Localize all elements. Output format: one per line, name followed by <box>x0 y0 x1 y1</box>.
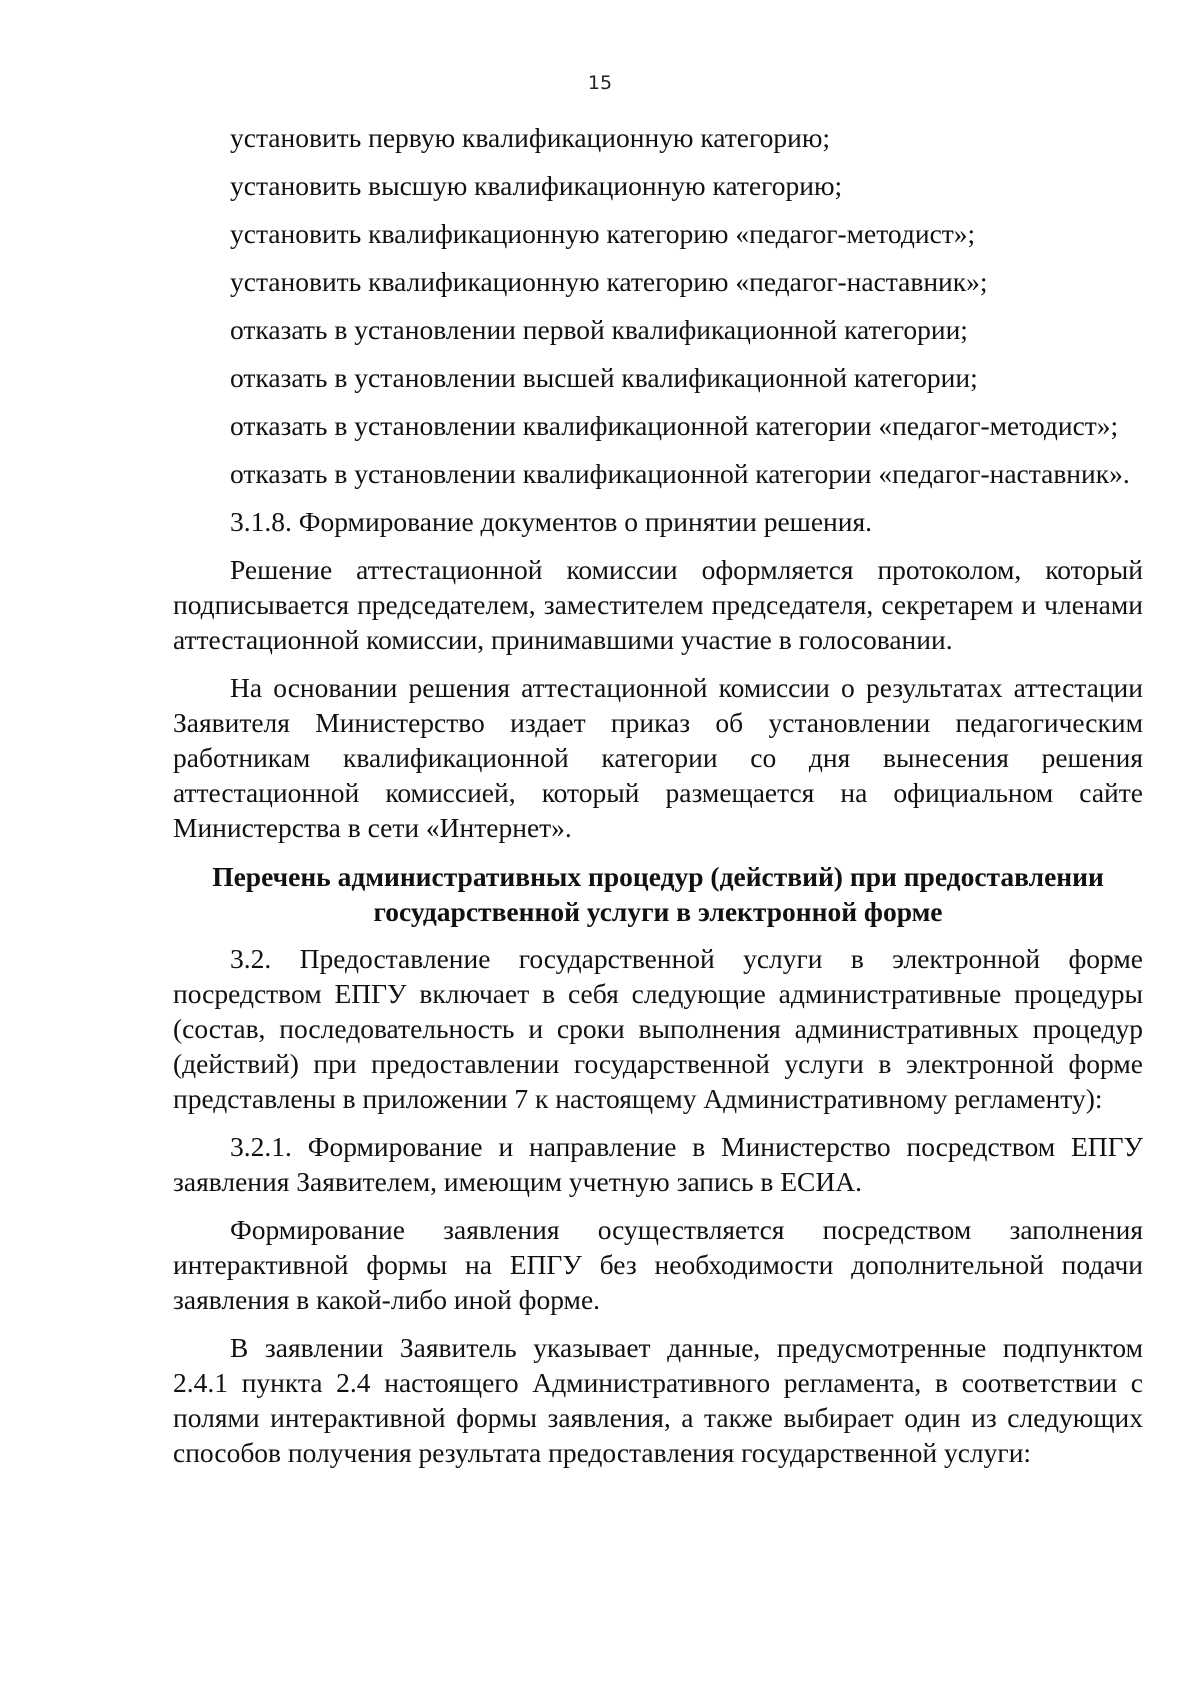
decision-option: отказать в установлении квалификационной категории «педагог-методист»; <box>230 410 1119 441</box>
paragraph-order: На основании решения аттестационной комиссии о результатах аттестации Заявителя Министерство издает приказ об установлении педагогическим работникам квалификационной категории со дня вынесения решения аттестационной комиссией, который размещается на официальном сайте Министерства в сети «Интернет». <box>173 672 1143 843</box>
paragraph-3-2-1: 3.2.1. Формирование и направление в Министерство посредством ЕПГУ заявления Заявителем, имеющим учетную запись в ЕСИА. <box>173 1131 1143 1197</box>
section-heading-line-1: Перечень административных процедур (действий) при предоставлении <box>212 861 1104 892</box>
decision-option-last: отказать в установлении квалификационной категории «педагог-наставник». <box>230 458 1130 489</box>
decision-option: установить первую квалификационную категорию; <box>230 122 831 153</box>
paragraph-form: Формирование заявления осуществляется посредством заполнения интерактивной формы на ЕПГУ без необходимости дополнительной подачи заявления в какой-либо иной форме. <box>173 1214 1143 1315</box>
decision-option: установить квалификационную категорию «педагог-наставник»; <box>230 266 988 297</box>
paragraph-3-2: 3.2. Предоставление государственной услуги в электронной форме посредством ЕПГУ включает в себя следующие административные процедуры (состав, последовательность и сроки выполнения административных процедур (действий) при предоставлении государственной услуги в электронной форме представлены в приложении 7 к настоящему Административному регламенту): <box>173 943 1143 1114</box>
document-body <box>173 120 1143 1483</box>
decision-option: установить высшую квалификационную категорию; <box>230 170 843 201</box>
section-heading-line-2: государственной услуги в электронной форме <box>373 896 943 927</box>
paragraph-3-1-8: 3.1.8. Формирование документов о принятии решения. <box>230 506 873 537</box>
section-heading <box>173 859 1143 929</box>
page-number: 15 <box>587 72 613 94</box>
decision-option: отказать в установлении первой квалификационной категории; <box>230 314 968 345</box>
paragraph-applicant: В заявлении Заявитель указывает данные, предусмотренные подпунктом 2.4.1 пункта 2.4 настоящего Административного регламента, в соответствии с полями интерактивной формы заявления, а также выбирает один из следующих способов получения результата предоставления государственной услуги: <box>173 1332 1143 1468</box>
decision-option: установить квалификационную категорию «педагог-методист»; <box>230 218 976 249</box>
decision-option: отказать в установлении высшей квалификационной категории; <box>230 362 978 393</box>
paragraph-protocol: Решение аттестационной комиссии оформляется протоколом, который подписывается председателем, заместителем председателя, секретарем и членами аттестационной комиссии, принимавшими участие в голосовании. <box>173 554 1143 655</box>
